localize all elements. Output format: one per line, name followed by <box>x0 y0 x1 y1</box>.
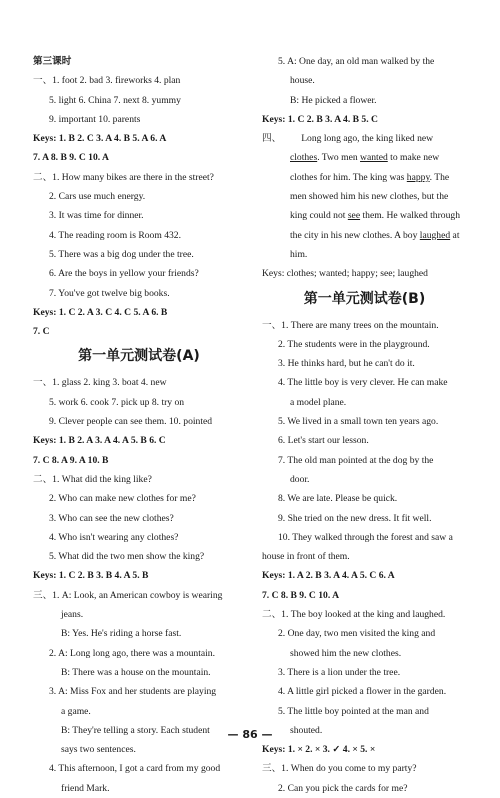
text-line: 5. work 6. cook 7. pick up 8. try on <box>49 396 185 408</box>
text-line: 2. One day, two men visited the king and <box>278 628 436 640</box>
passage-line <box>262 168 467 187</box>
answer-keys: Keys: 1. C 2. A 3. C 4. C 5. A 6. B <box>33 306 168 318</box>
text-line: house in front of them. <box>262 551 350 563</box>
text-line: 5. We lived in a small town ten years ago. <box>278 416 439 428</box>
text-line: 4. This afternoon, I got a card from my good <box>49 763 221 775</box>
right-column <box>262 52 467 798</box>
text-line: 6. Let's start our lesson. <box>278 435 369 447</box>
filled-blank: clothes <box>290 152 318 164</box>
passage-text: . Two men <box>317 152 361 164</box>
text-line: showed him the new clothes. <box>290 647 402 659</box>
answer-keys: 7. C 8. B 9. C 10. A <box>262 589 340 601</box>
passage-text: to make new <box>387 152 440 164</box>
text-line: 一、1. There are many trees on the mountain. <box>262 319 439 331</box>
passage-text: men showed him his new clothes, but the <box>290 191 449 203</box>
text-line: 一、1. foot 2. bad 3. fireworks 4. plan <box>33 75 181 87</box>
passage-text: the city in his new clothes. A boy <box>290 229 420 241</box>
text-line: 二、1. What did the king like? <box>33 473 152 485</box>
text-line: 4. Who isn't wearing any clothes? <box>49 531 179 543</box>
text-line: 3. Who can see the new clothes? <box>49 512 174 524</box>
text-line: 二、1. How many bikes are there in the street? <box>33 171 214 183</box>
text-line: 7. The old man pointed at the dog by the <box>278 454 434 466</box>
text-line: 2. Can you pick the cards for me? <box>278 782 408 794</box>
text-line: 9. Clever people can see them. 10. pointed <box>49 416 213 428</box>
passage-text: them. He walked through <box>360 210 460 222</box>
text-line: a model plane. <box>290 396 347 408</box>
passage-text: at <box>450 229 460 241</box>
text-line: 9. important 10. parents <box>49 113 141 125</box>
text-line: 9. She tried on the new dress. It fit well. <box>278 512 432 524</box>
answer-keys: Keys: 1. C 2. B 3. B 4. A 5. B <box>33 570 149 582</box>
text-line: 4. A little girl picked a flower in the garden. <box>278 686 447 698</box>
text-line: 10. They walked through the forest and saw a <box>278 531 453 543</box>
text-line: shouted. <box>290 724 323 736</box>
text-line: 2. The students were in the playground. <box>278 338 430 350</box>
text-line: 5. light 6. China 7. next 8. yummy <box>49 94 181 106</box>
answer-keys: 7. A 8. B 9. C 10. A <box>33 152 109 164</box>
passage-text: king could not <box>290 210 348 222</box>
filled-blank: happy <box>406 171 430 183</box>
passage-line <box>262 129 467 148</box>
passage-text: him. <box>290 248 308 260</box>
text-line: 4. The reading room is Room 432. <box>49 229 181 241</box>
text-line: 三、1. When do you come to my party? <box>262 763 417 775</box>
text-line: 6. Are the boys in yellow your friends? <box>49 268 199 280</box>
text-line: 5. A: One day, an old man walked by the <box>278 56 435 67</box>
passage-line <box>262 148 467 167</box>
filled-blank: wanted <box>360 152 388 164</box>
text-line: 3. A: Miss Fox and her students are playing <box>49 686 217 698</box>
answer-keys: Keys: 1. A 2. B 3. A 4. A 5. C 6. A <box>262 570 395 582</box>
text-line: 7. You've got twelve big books. <box>49 287 170 299</box>
text-line: 3. It was time for dinner. <box>49 210 144 222</box>
text-line: 8. We are late. Please be quick. <box>278 493 398 505</box>
text-line: jeans. <box>61 609 84 621</box>
passage-text: . The <box>429 171 450 183</box>
text-line: 2. A: Long long ago, there was a mountain. <box>49 647 215 659</box>
passage-text: Long long ago, the king liked new <box>301 133 434 145</box>
lesson-title: 第三课时 <box>33 56 72 67</box>
text-line: 5. The little boy pointed at the man and <box>278 705 429 717</box>
text-line: B: He picked a flower. <box>290 94 377 106</box>
text-line: friend Mark. <box>61 782 110 794</box>
text-line: 二、1. The boy looked at the king and laughed. <box>262 609 446 621</box>
text-line: 3. There is a lion under the tree. <box>278 666 401 678</box>
text-line: B: They're telling a story. Each student <box>61 724 210 736</box>
left-column <box>33 52 245 798</box>
text-line: B: There was a house on the mountain. <box>61 666 211 678</box>
text-line: 3. He thinks hard, but he can't do it. <box>278 358 415 370</box>
text-line: 一、1. glass 2. king 3. boat 4. new <box>33 377 167 389</box>
passage-line <box>262 206 467 225</box>
text-line: house. <box>290 75 315 87</box>
text-line: 4. The little boy is very clever. He can make <box>278 377 448 389</box>
passage-text: clothes for him. The king was <box>290 171 407 183</box>
answer-keys: 7. C 8. A 9. A 10. B <box>33 454 109 466</box>
text-line: 2. Cars use much energy. <box>49 191 146 203</box>
text-line: says two sentences. <box>61 744 136 756</box>
filled-blank: laughed <box>419 229 451 241</box>
answer-keys: Keys: 1. B 2. A 3. A 4. A 5. B 6. C <box>33 435 166 447</box>
text-line: a game. <box>61 705 91 717</box>
section-title: 第一单元测试卷(B) <box>303 290 426 307</box>
filled-blank: see <box>347 210 361 222</box>
text-line: 5. What did the two men show the king? <box>49 551 205 563</box>
section-title: 第一单元测试卷(A) <box>78 348 200 365</box>
answer-keys: Keys: clothes; wanted; happy; see; laughed <box>262 268 428 280</box>
section-marker: 四、 <box>262 133 282 145</box>
answer-keys: Keys: 1. C 2. B 3. A 4. B 5. C <box>262 113 378 125</box>
passage-line <box>262 226 467 245</box>
text-line: B: Yes. He's riding a horse fast. <box>61 628 182 640</box>
text-line: 5. There was a big dog under the tree. <box>49 248 194 260</box>
text-line: 三、1. A: Look, an American cowboy is wearing <box>33 589 223 601</box>
answer-keys: Keys: 1. B 2. C 3. A 4. B 5. A 6. A <box>33 133 167 145</box>
page-number: — 86 — <box>227 728 273 741</box>
text-line: 2. Who can make new clothes for me? <box>49 493 196 505</box>
text-line: door. <box>290 473 310 485</box>
answer-keys: Keys: 1. × 2. × 3. ✓ 4. × 5. × <box>262 744 376 756</box>
answer-keys: 7. C <box>33 326 50 338</box>
